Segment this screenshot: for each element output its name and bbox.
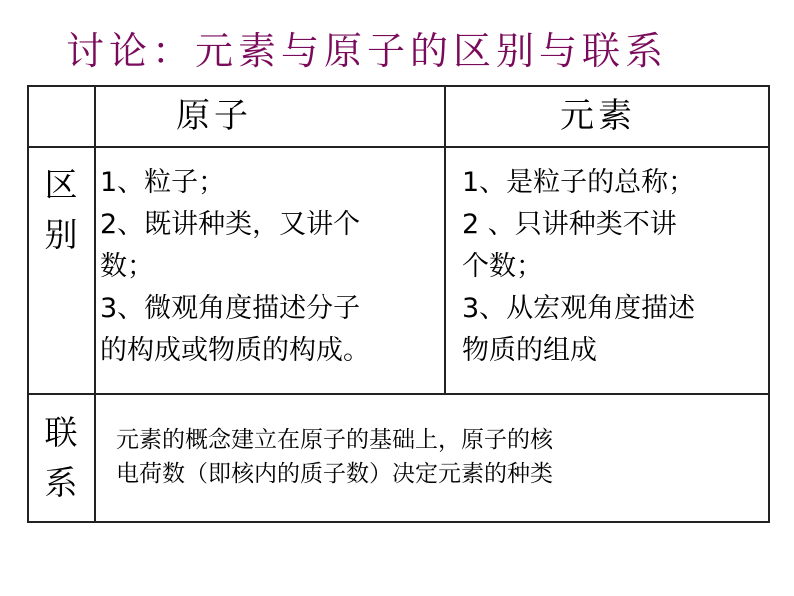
element-line: 个数； xyxy=(462,251,543,282)
connection-line: 元素的概念建立在原子的基础上，原子的核 xyxy=(116,427,553,453)
element-line: 物质的组成 xyxy=(462,335,597,366)
row-label-char: 别 xyxy=(44,215,78,254)
connection-line: 电荷数（即核内的质子数）决定元素的种类 xyxy=(116,461,553,487)
row-label-char: 联 xyxy=(44,413,78,452)
atom-line: 2、既讲种类，又讲个 xyxy=(100,209,361,240)
element-line: 3、从宏观角度描述 xyxy=(462,293,696,324)
table-divider-difference-row xyxy=(27,393,770,395)
table-divider-header-row xyxy=(27,146,770,148)
connection-cell xyxy=(116,423,553,491)
row-label-connection xyxy=(41,408,81,508)
table-divider-label-column xyxy=(94,85,96,523)
element-line: 1、是粒子的总称； xyxy=(462,167,696,198)
row-label-difference xyxy=(41,160,81,260)
table-divider-middle-column xyxy=(444,85,446,395)
atom-line: 数； xyxy=(100,251,154,282)
row-label-char: 区 xyxy=(44,165,78,204)
element-difference-cell xyxy=(462,162,695,372)
atom-difference-cell xyxy=(100,162,370,372)
row-label-char: 系 xyxy=(44,463,78,502)
atom-line: 3、微观角度描述分子 xyxy=(100,293,361,324)
header-atom: 原子 xyxy=(176,96,252,136)
element-line: 2 、只讲种类不讲 xyxy=(462,209,677,240)
atom-line: 的构成或物质的构成。 xyxy=(100,335,370,366)
atom-line: 1、粒子； xyxy=(100,167,226,198)
slide-title: 讨论：元素与原子的区别与联系 xyxy=(66,29,669,73)
header-element: 元素 xyxy=(560,96,636,136)
